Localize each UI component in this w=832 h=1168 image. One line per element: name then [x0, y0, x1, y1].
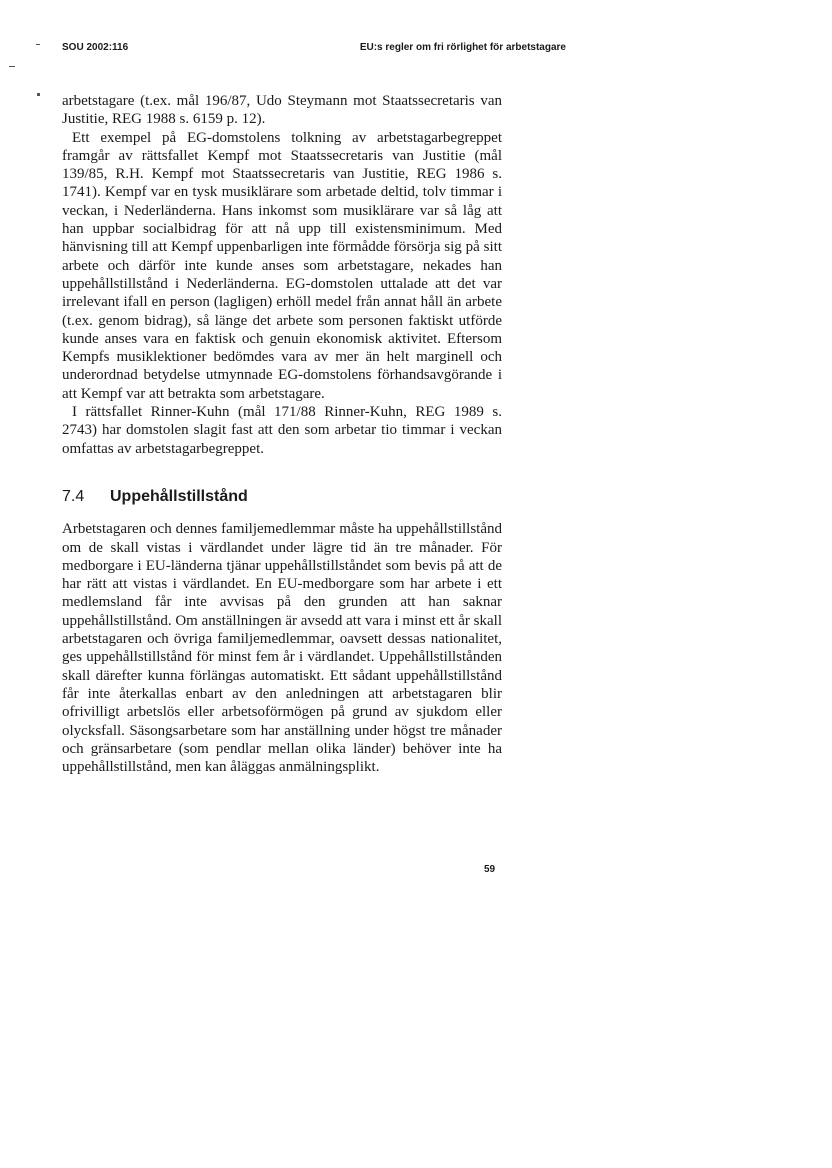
- paragraph: Ett exempel på EG-domstolens tolkning av arbetstagarbegreppet framgår av rättsfallet Kempf mot Staatssecretaris van Justitie (mål 139/85, R.H. Kempf mot Staatssecretaris van Justitie, REG 1986 s. 1741). Kempf var en tysk musiklärare som arbetade deltid, tolv timmar i veckan, i Nederländerna. Hans inkomst som musiklärare var så låg att han uppbar socialbidrag för att nå upp till existensminimum. Med hänvisning till att Kempf uppenbarligen inte förmådde försörja sig på sitt arbete och därför inte kunde anses som arbetstagare, nekades han uppehållstillstånd i Nederländerna. EG-domstolen uttalade att det var irrelevant ifall en person (lagligen) erhöll medel från annat håll än arbete (t.ex. genom bidrag), så länge det arbete som personen faktiskt utförde kunde anses vara en faktisk och genuin ekonomisk aktivitet. Eftersom Kempfs musiklektioner bedömdes vara av mer än helt marginell och underordnad betydelse utmynnade EG-domstolens förhandsavgörande i att Kempf var att betrakta som arbetstagare.: [62, 129, 502, 402]
- report-id: SOU 2002:116: [62, 42, 129, 53]
- paragraph: Arbetstagaren och dennes familjemedlemmar måste ha uppehållstillstånd om de skall vistas i värdlandet under lägre tid än tre månader. För medborgare i EU-länderna tjänar uppehållstillståndet som bevis på att de har rätt att vistas i värdlandet. En EU-medborgare som har arbete i ett medlemsland får inte avvisas på den grunden att han saknar uppehållstillstånd. Om anställningen är avsedd att vara i minst ett år skall arbetstagaren och övriga familjemedlemmar, oavsett dessas nationalitet, ges uppehållstillstånd för minst fem år i värdlandet. Uppehållstillstånden skall därefter kunna förlängas automatiskt. Ett sådant uppehållstillstånd får inte återkallas enbart av den anledningen att arbetstagaren blir ofrivilligt arbetslös eller arbetsoförmögen på grund av sjukdom eller olycksfall. Säsongsarbetare som har anställning under högst tre månader och gränsarbetare (som pendlar mellan olika länder) behöver inte ha uppehållstillstånd, men kan åläggas anmälningsplikt.: [62, 521, 502, 776]
- paragraph: I rättsfallet Rinner-Kuhn (mål 171/88 Rinner-Kuhn, REG 1989 s. 2743) har domstolen slagit fast att den som arbetar tio timmar i veckan omfattas av arbetstagarbegreppet.: [62, 404, 502, 457]
- section-heading: [62, 488, 502, 506]
- scan-mark: [9, 66, 15, 67]
- section-title: Uppehållstillstånd: [110, 487, 248, 505]
- running-head: [62, 42, 566, 58]
- chapter-title: EU:s regler om fri rörlighet för arbetstagare: [359, 42, 566, 53]
- section-number: 7.4: [62, 487, 85, 505]
- scan-mark: [37, 93, 40, 96]
- body-text: [62, 92, 502, 776]
- paragraph: arbetstagare (t.ex. mål 196/87, Udo Steymann mot Staatssecretaris van Justitie, REG 1988 s. 6159 p. 12).: [62, 93, 502, 128]
- page-number: 59: [484, 864, 496, 875]
- scan-mark: [36, 44, 40, 45]
